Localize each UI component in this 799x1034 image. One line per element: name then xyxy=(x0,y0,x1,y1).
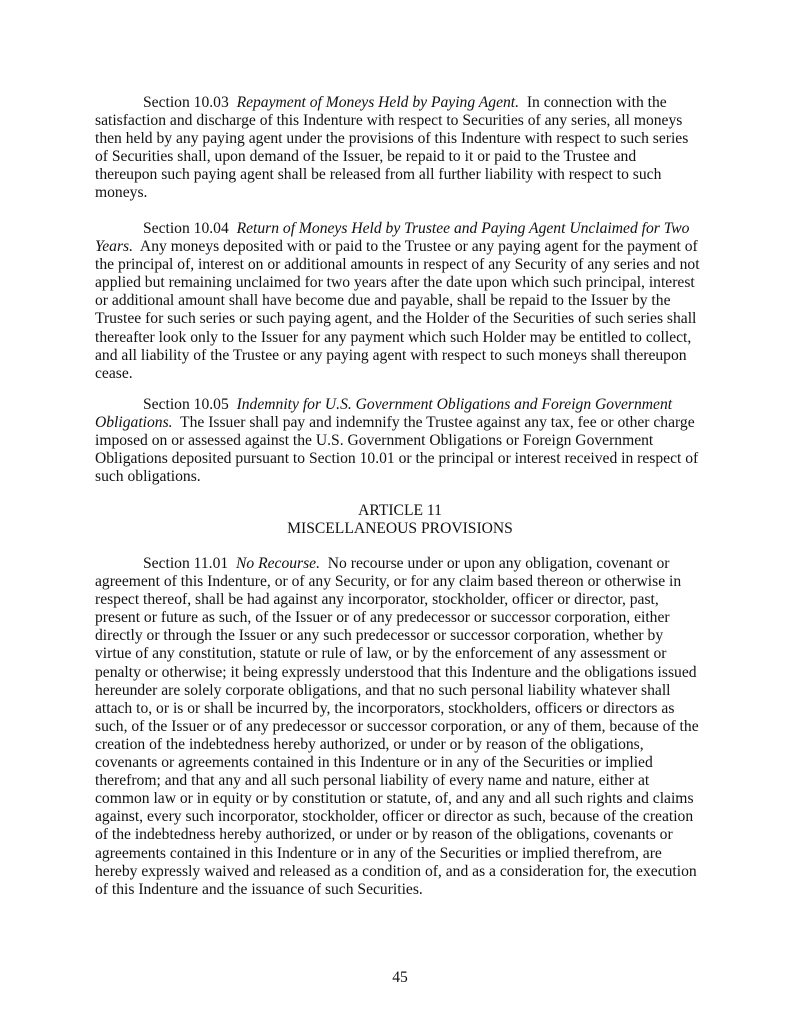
text-segment: Section 11.01 xyxy=(143,555,236,572)
text-segment: Trustee for such series or such paying agent, and the Holder of the Securities of such series shall xyxy=(95,310,697,328)
text-segment: thereafter look only to the Issuer for any payment which such Holder may be entitled to collect, xyxy=(95,328,692,346)
text-segment: Section 10.05 xyxy=(143,396,237,413)
text-line xyxy=(95,790,715,808)
text-line xyxy=(95,845,715,863)
section-11-01-paragraph xyxy=(95,555,715,899)
text-line xyxy=(95,347,715,365)
text-segment: therefrom; and that any and all such personal liability of every name and nature, either at xyxy=(95,772,650,790)
text-line xyxy=(95,329,715,347)
text-line xyxy=(95,256,715,274)
text-segment: No recourse under or upon any obligation, covenant or xyxy=(320,555,670,572)
text-line xyxy=(95,808,715,826)
text-line xyxy=(95,432,715,450)
text-line xyxy=(95,573,715,591)
text-segment: In connection with the xyxy=(519,94,667,111)
text-line xyxy=(95,148,715,166)
text-segment: present or future as such, of the Issuer or of any predecessor or successor corporation, either xyxy=(95,609,670,627)
text-line xyxy=(95,238,715,256)
text-line xyxy=(95,396,715,414)
text-segment: common law or in equity or by constitution or statute, of, and any and all such rights and claims xyxy=(95,790,694,808)
text-line xyxy=(95,664,715,682)
text-line xyxy=(95,700,715,718)
text-segment: cease. xyxy=(95,364,133,382)
text-segment: applied but remaining unclaimed for two years after the date upon which such principal, interest xyxy=(95,274,695,292)
text-segment: or additional amount shall have become due and payable, shall be repaid to the Issuer by the xyxy=(95,292,671,310)
text-line xyxy=(95,645,715,663)
text-segment: attach to, or is or shall be incurred by, the incorporators, stockholders, officers or directors as xyxy=(95,699,675,717)
text-segment: virtue of any constitution, statute or rule of law, or by the enforcement of any assessment or xyxy=(95,645,667,663)
text-segment: Obligations deposited pursuant to Section 10.01 or the principal or interest received in respect of xyxy=(95,450,699,468)
text-segment: covenants or agreements contained in this Indenture or in any of the Securities or implied xyxy=(95,754,653,772)
text-segment: of the indebtedness hereby authorized, or under or by reason of the obligations, covenants or xyxy=(95,826,673,844)
text-line xyxy=(95,365,715,383)
text-line xyxy=(95,609,715,627)
text-line xyxy=(95,736,715,754)
text-line xyxy=(95,112,715,130)
text-line xyxy=(95,310,715,328)
text-line xyxy=(95,274,715,292)
article-heading xyxy=(95,502,705,538)
text-line xyxy=(95,292,715,310)
page-number: 45 xyxy=(392,969,408,986)
text-segment: hereunder are solely corporate obligations, and that no such personal liability whatever shall xyxy=(95,681,671,699)
text-line xyxy=(95,718,715,736)
text-segment: satisfaction and discharge of this Indenture with respect to Securities of any series, all moneys xyxy=(95,112,683,130)
text-line xyxy=(95,555,715,573)
text-segment: the principal of, interest on or additional amounts in respect of any Security of any series and not xyxy=(95,256,700,274)
text-line xyxy=(95,826,715,844)
text-line xyxy=(95,468,715,486)
text-line xyxy=(95,881,715,899)
text-segment: against, every such incorporator, stockholder, officer or director as such, because of the creation xyxy=(95,808,694,826)
text-segment: moneys. xyxy=(95,184,148,202)
text-line xyxy=(95,130,715,148)
text-segment: Any moneys deposited with or paid to the Trustee or any paying agent for the payment of xyxy=(133,238,698,256)
text-line xyxy=(95,166,715,184)
article-number: ARTICLE 11 xyxy=(358,502,442,519)
text-line xyxy=(95,863,715,881)
text-segment: hereby expressly waived and released as a condition of, and as a consideration for, the execution xyxy=(95,862,697,880)
text-line xyxy=(95,682,715,700)
section-title: Obligations. xyxy=(95,414,173,432)
section-10-04-paragraph xyxy=(95,220,715,383)
text-segment: thereupon such paying agent shall be released from all further liability with respect to such xyxy=(95,166,662,184)
text-segment: directly or through the Issuer or any such predecessor or successor corporation, whether by xyxy=(95,627,664,645)
section-title: Years. xyxy=(95,238,133,256)
text-segment: then held by any paying agent under the provisions of this Indenture with respect to such series xyxy=(95,130,689,148)
text-segment: agreements contained in this Indenture or in any of the Securities or implied therefrom, are xyxy=(95,844,662,862)
section-title: Repayment of Moneys Held by Paying Agent. xyxy=(236,94,520,111)
text-segment: imposed on or assessed against the U.S. Government Obligations or Foreign Government xyxy=(95,432,654,450)
text-segment: Section 10.03 xyxy=(143,94,237,111)
text-line xyxy=(95,450,715,468)
article-title: MISCELLANEOUS PROVISIONS xyxy=(287,520,513,538)
section-10-05-paragraph xyxy=(95,396,715,486)
text-line xyxy=(95,627,715,645)
text-segment: of this Indenture and the issuance of such Securities. xyxy=(95,880,423,898)
text-line xyxy=(95,754,715,772)
text-line xyxy=(95,220,715,238)
text-segment: penalty or otherwise; it being expressly understood that this Indenture and the obligations issued xyxy=(95,663,697,681)
section-title: Indemnity for U.S. Government Obligations and Foreign Government xyxy=(236,396,673,413)
text-segment: agreement of this Indenture, or of any Security, or for any claim based thereon or otherwise in xyxy=(95,573,682,591)
text-line xyxy=(95,772,715,790)
text-segment: such, of the Issuer or of any predecessor or successor corporation, or any of them, because of the xyxy=(95,717,699,735)
section-10-03-paragraph xyxy=(95,94,715,203)
section-title: No Recourse. xyxy=(235,555,320,572)
text-line xyxy=(95,414,715,432)
text-line xyxy=(95,94,715,112)
text-segment: The Issuer shall pay and indemnify the Trustee against any tax, fee or other charge xyxy=(172,414,695,432)
section-title: Return of Moneys Held by Trustee and Paying Agent Unclaimed for Two xyxy=(236,220,690,237)
text-segment: and all liability of the Trustee or any paying agent with respect to such moneys shall thereupon xyxy=(95,346,687,364)
text-segment: respect thereof, shall be had against any incorporator, stockholder, officer or director, past, xyxy=(95,591,659,609)
text-segment: creation of the indebtedness hereby authorized, or under or by reason of the obligations, xyxy=(95,735,644,753)
text-line xyxy=(95,184,715,202)
text-line xyxy=(95,591,715,609)
text-segment: Section 10.04 xyxy=(143,220,237,237)
text-segment: such obligations. xyxy=(95,468,201,486)
text-segment: of Securities shall, upon demand of the Issuer, be repaid to it or paid to the Trustee and xyxy=(95,148,637,166)
